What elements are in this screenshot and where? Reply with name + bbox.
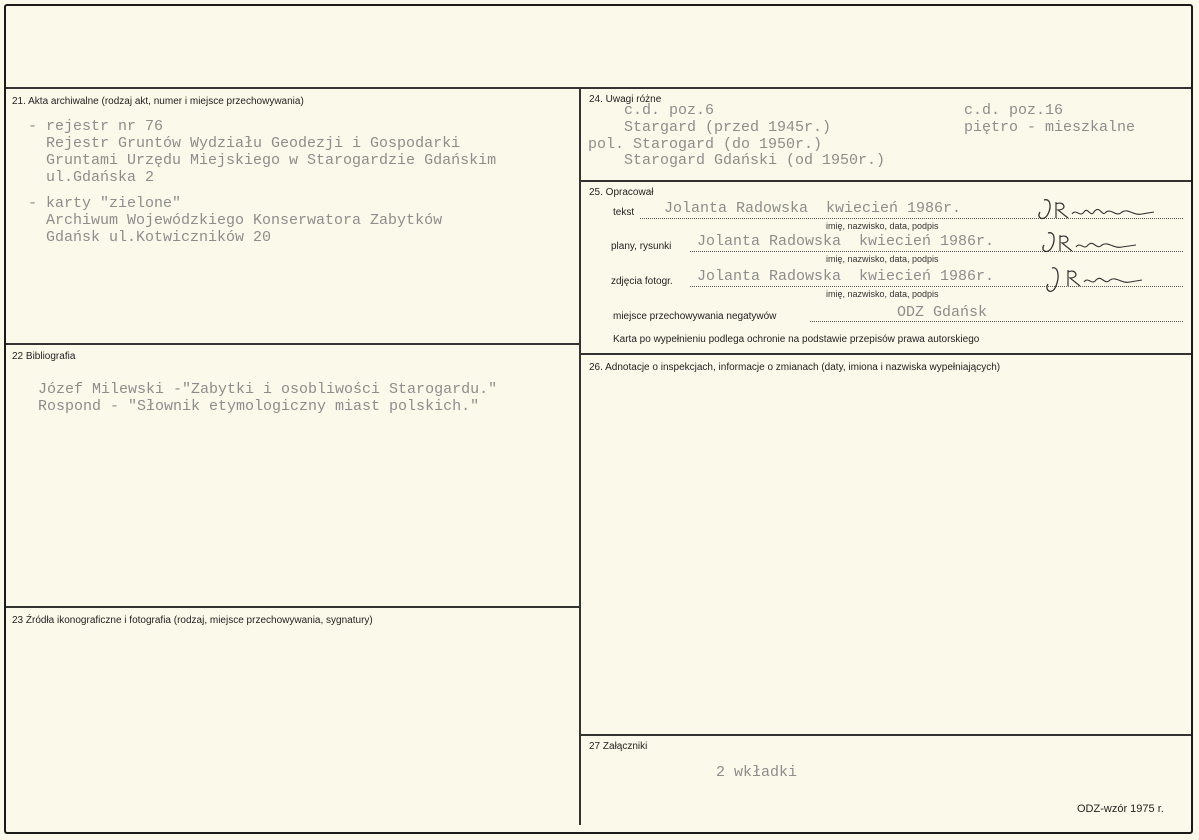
negatives-label: miejsce przechowywania negatywów bbox=[613, 311, 777, 322]
section-24-label: 24. Uwagi różne bbox=[589, 94, 662, 105]
text-author-caption: imię, nazwisko, data, podpis bbox=[826, 221, 939, 231]
copyright-note: Karta po wypełnieniu podlega ochronie na podstawie przepisów prawa autorskiego bbox=[613, 334, 980, 345]
right-divider-27 bbox=[581, 734, 1191, 736]
bibliography-line-2: Rospond - "Słownik etymologiczny miast polskich." bbox=[38, 398, 480, 415]
archive-line-5: - karty "zielone" bbox=[28, 195, 182, 212]
plans-author-caption: imię, nazwisko, data, podpis bbox=[826, 254, 939, 264]
right-divider-26 bbox=[581, 353, 1191, 355]
archive-line-7: Gdańsk ul.Kotwiczników 20 bbox=[28, 229, 272, 246]
bibliography-line-1: Józef Milewski -"Zabytki i osobliwości Starogardu." bbox=[38, 381, 498, 398]
right-divider-25 bbox=[581, 180, 1191, 182]
form-version: ODZ-wzór 1975 r. bbox=[1077, 803, 1164, 815]
section-26-label: 26. Adnotacje o inspekcjach, informacje o zmianach (daty, imiona i nazwiska wypełniających) bbox=[589, 362, 1001, 373]
remarks-line-2: Stargard (przed 1945r.) bbox=[588, 119, 832, 136]
section-22-label: 22 Bibliografia bbox=[12, 351, 76, 362]
top-divider bbox=[6, 87, 1191, 89]
remarks-line-3: pol. Starogard (do 1950r.) bbox=[588, 136, 823, 153]
text-author-label: tekst bbox=[613, 207, 635, 218]
negatives-line bbox=[810, 321, 1183, 322]
photos-author-caption: imię, nazwisko, data, podpis bbox=[826, 289, 939, 299]
remarks-line-1: c.d. poz.6 bbox=[588, 102, 715, 119]
archive-line-2: Rejestr Gruntów Wydziału Geodezji i Gospodarki bbox=[28, 135, 461, 152]
section-23-label: 23 Źródła ikonograficzne i fotografia (rodzaj, miejsce przechowywania, sygnatury) bbox=[12, 615, 373, 626]
signature-plans bbox=[1036, 229, 1146, 259]
photos-author-label: zdjęcia fotogr. bbox=[611, 276, 673, 287]
remarks-right-line-2: piętro - mieszkalne bbox=[964, 119, 1136, 136]
archive-line-3: Gruntami Urzędu Miejskiego w Starogardzie Gdańskim bbox=[28, 152, 497, 169]
archive-line-4: ul.Gdańska 2 bbox=[28, 169, 155, 186]
section-27-label: 27 Załączniki bbox=[589, 741, 648, 752]
archive-line-1: - rejestr nr 76 bbox=[28, 118, 164, 135]
plans-author-value: Jolanta Radowska kwiecień 1986r. bbox=[697, 233, 995, 250]
left-divider-23 bbox=[6, 606, 579, 608]
center-divider bbox=[579, 87, 581, 825]
left-divider-22 bbox=[6, 343, 579, 345]
plans-author-label: plany, rysunki bbox=[611, 241, 672, 252]
remarks-line-4: Starogard Gdański (od 1950r.) bbox=[588, 152, 886, 169]
signature-photos bbox=[1040, 264, 1150, 300]
section-21-label: 21. Akta archiwalne (rodzaj akt, numer i miejsce przechowywania) bbox=[12, 96, 304, 107]
photos-author-value: Jolanta Radowska kwiecień 1986r. bbox=[697, 268, 995, 285]
attachments-value: 2 wkładki bbox=[716, 764, 798, 781]
text-author-value: Jolanta Radowska kwiecień 1986r. bbox=[664, 200, 962, 217]
negatives-value: ODZ Gdańsk bbox=[897, 304, 988, 321]
section-25-label: 25. Opracował bbox=[589, 187, 654, 198]
remarks-right-line-1: c.d. poz.16 bbox=[964, 102, 1064, 119]
signature-text bbox=[1030, 196, 1160, 226]
archive-line-6: Archiwum Wojewódzkiego Konserwatora Zabytków bbox=[28, 212, 443, 229]
